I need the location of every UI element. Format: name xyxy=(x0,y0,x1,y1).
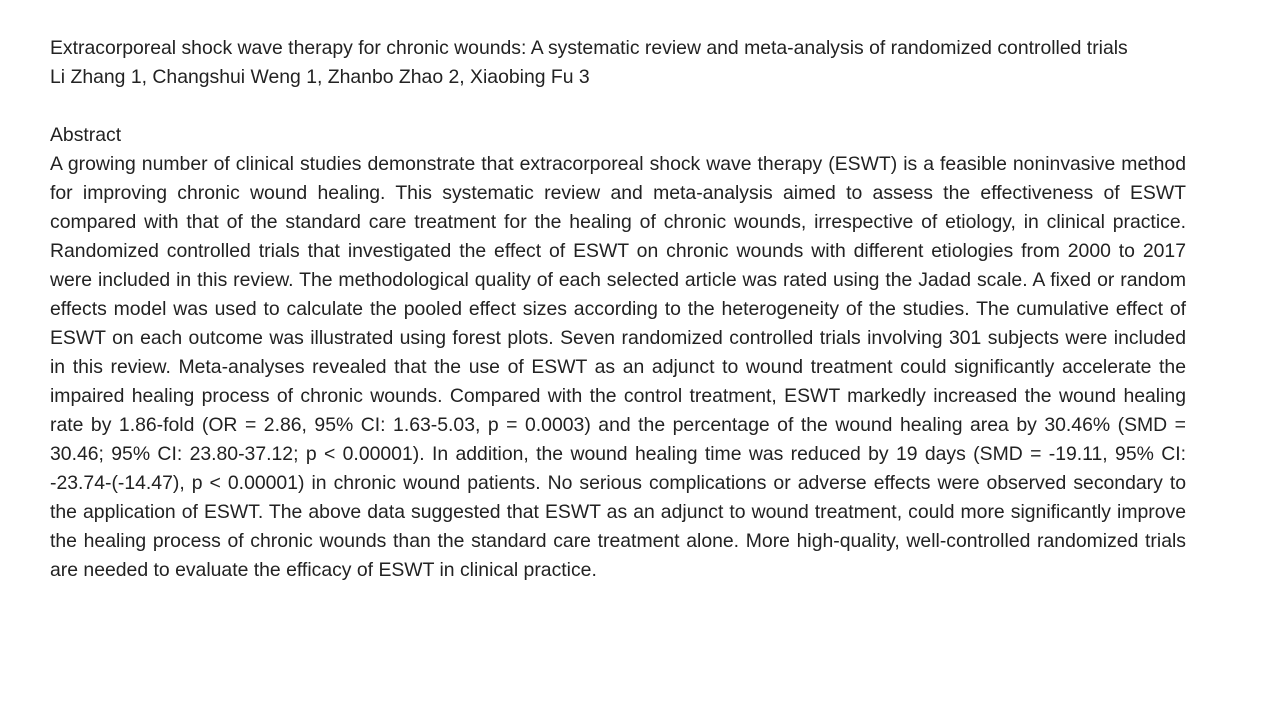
paper-title: Extracorporeal shock wave therapy for chronic wounds: A systematic review and meta-analysis of randomized controlled trials xyxy=(50,37,1128,59)
author-list: Li Zhang 1, Changshui Weng 1, Zhanbo Zhao 2, Xiaobing Fu 3 xyxy=(50,66,590,88)
abstract-heading: Abstract xyxy=(50,124,122,146)
slide-content xyxy=(50,34,1186,585)
abstract-text: A growing number of clinical studies demonstrate that extracorporeal shock wave therapy (ESWT) is a feasible noninvasive method for improving chronic wound healing. This systematic review and meta-analysis aimed to assess the effectiveness of ESWT compared with that of the standard care treatment for the healing of chronic wounds, irrespective of etiology, in clinical practice. Randomized controlled trials that investigated the effect of ESWT on chronic wounds with different etiologies from 2000 to 2017 were included in this review. The methodological quality of each selected article was rated using the Jadad scale. A fixed or random effects model was used to calculate the pooled effect sizes according to the heterogeneity of the studies. The cumulative effect of ESWT on each outcome was illustrated using forest plots. Seven randomized controlled trials involving 301 subjects were included in this review. Meta-analyses revealed that the use of ESWT as an adjunct to wound treatment could significantly accelerate the impaired healing process of chronic wounds. Compared with the control treatment, ESWT markedly increased the wound healing rate by 1.86-fold (OR = 2.86, 95% CI: 1.63-5.03, p = 0.0003) and the percentage of the wound healing area by 30.46% (SMD = 30.46; 95% CI: 23.80-37.12; p < 0.00001). In addition, the wound healing time was reduced by 19 days (SMD = -19.11, 95% CI: -23.74-(-14.47), p < 0.00001) in chronic wound patients. No serious complications or adverse effects were observed secondary to the application of ESWT. The above data suggested that ESWT as an adjunct to wound treatment, could more significantly improve the healing process of chronic wounds than the standard care treatment alone. More high-quality, well-controlled randomized trials are needed to evaluate the efficacy of ESWT in clinical practice. xyxy=(50,153,1186,581)
section-spacer xyxy=(50,92,1186,121)
